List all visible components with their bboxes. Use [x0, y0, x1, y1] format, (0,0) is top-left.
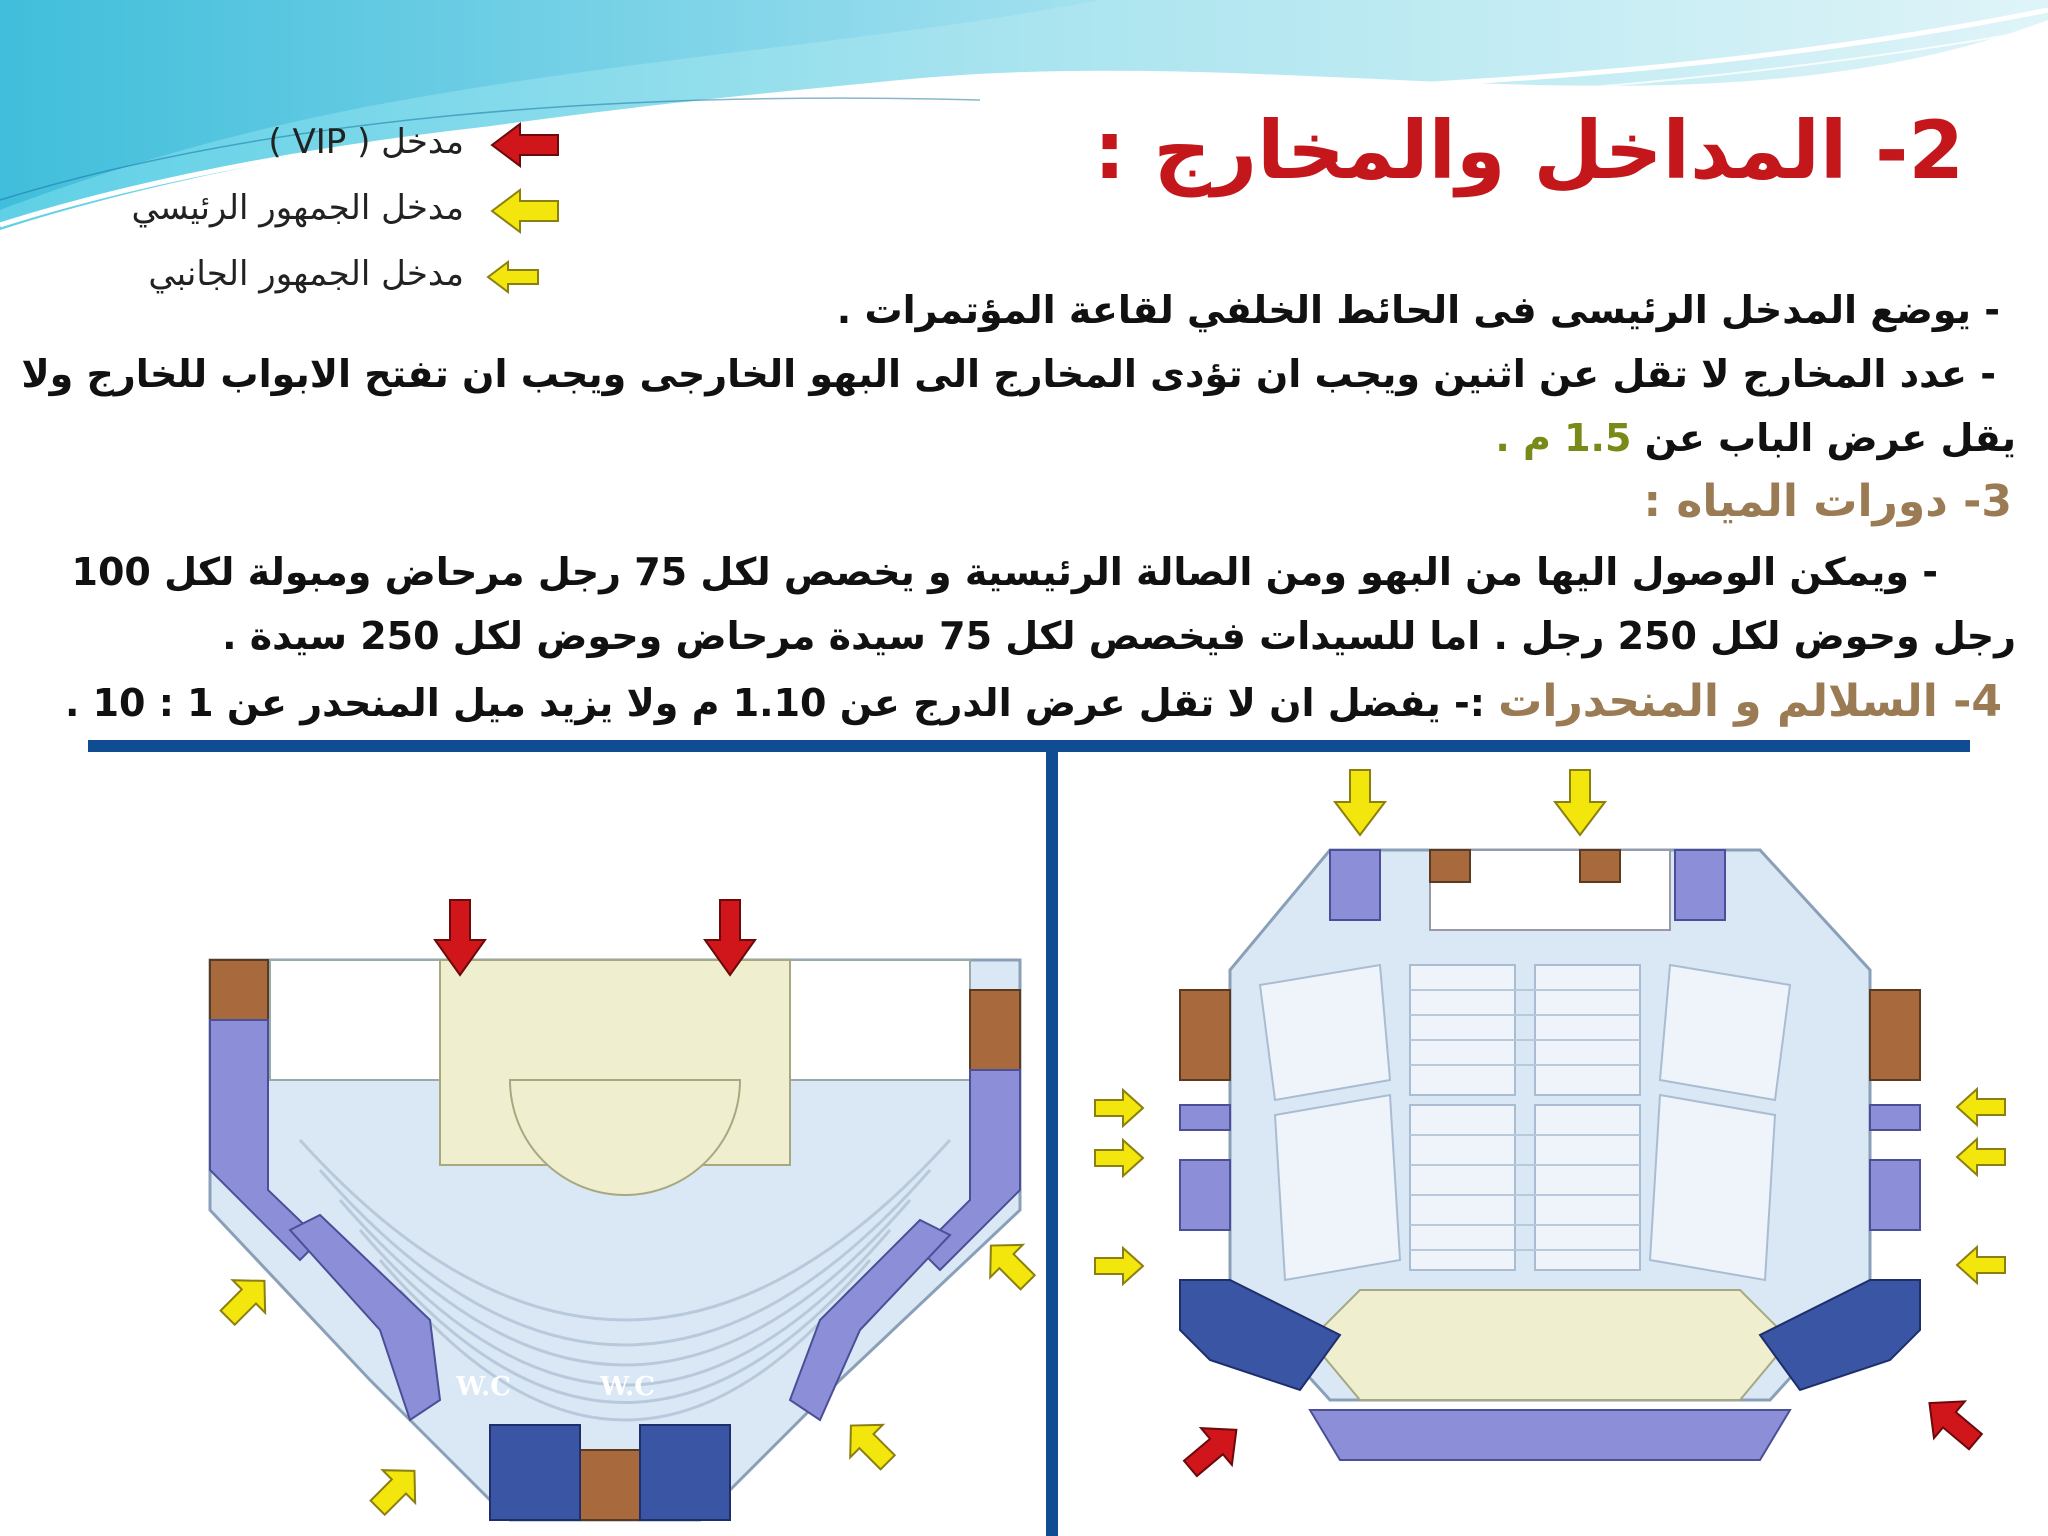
paragraph-exits-line1: - عدد المخارج لا تقل عن اثنين ويجب ان تؤدى المخارج الى البهو الخارجى ويجب ان تفتح الابواب للخارج ولا	[21, 352, 1996, 396]
plan-right-stair-right	[1870, 990, 1920, 1080]
plan-right-room-left-1	[1180, 1105, 1230, 1130]
heading-stairs-ramps: 4- السلالم و المنحدرات	[1498, 676, 2002, 727]
paragraph-toilets-line1: - ويمكن الوصول اليها من البهو ومن الصالة الرئيسية و يخصص لكل 75 رجل مرحاض ومبولة لكل 100	[71, 550, 1938, 594]
small-yellow-arrow-icon	[1095, 1140, 1143, 1176]
yellow-arrow-icon	[835, 1409, 904, 1478]
plan-right-room-right-1	[1870, 1105, 1920, 1130]
plan-left-stair-right	[970, 990, 1020, 1070]
yellow-arrow-icon	[490, 188, 560, 234]
legend-label-side-public: مدخل الجمهور الجانبي	[148, 254, 464, 294]
stairs-ramps-text: :- يفضل ان لا تقل عرض الدرج عن 1.10 م ولا يزيد ميل المنحدر عن 1 : 10 .	[64, 681, 1499, 725]
paragraph-main-entrance: - يوضع المدخل الرئيسى فى الحائط الخلفي لقاعة المؤتمرات .	[836, 288, 2000, 332]
exits-line2-start: يقل عرض الباب عن	[1631, 416, 2016, 460]
small-yellow-arrow-icon	[1957, 1089, 2005, 1125]
red-arrow-icon	[490, 122, 560, 168]
legend-item-main-public	[40, 184, 560, 240]
heading-toilets: 3- دورات المياه :	[1643, 476, 2012, 527]
wc-label-left: W.C	[456, 1372, 511, 1402]
plan-right-stair-top-left	[1430, 850, 1470, 882]
horizontal-divider	[88, 740, 1970, 752]
plan-right-room-top-right	[1675, 850, 1725, 920]
small-yellow-arrow-icon	[1095, 1248, 1143, 1284]
plan-right-stair-top-right	[1580, 850, 1620, 882]
legend-label-main-public: مدخل الجمهور الرئيسي	[131, 188, 464, 228]
red-arrow-icon	[1914, 1385, 1991, 1460]
small-yellow-arrow-icon	[482, 254, 552, 300]
plan-right-backstage	[1310, 1410, 1790, 1460]
plan-right-room-top-left	[1330, 850, 1380, 920]
yellow-arrow-icon	[1335, 770, 1385, 835]
floor-plan-right	[1080, 760, 2020, 1480]
small-yellow-arrow-icon	[1957, 1139, 2005, 1175]
plan-left-wc-left	[490, 1425, 580, 1520]
yellow-arrow-icon	[361, 1455, 430, 1524]
small-yellow-arrow-icon	[1095, 1090, 1143, 1126]
exits-line2-end: م .	[1495, 416, 1565, 460]
vertical-divider	[1046, 752, 1058, 1536]
plan-left-wc-right	[640, 1425, 730, 1520]
plan-right-stair-left	[1180, 990, 1230, 1080]
plan-right-room-right-2	[1870, 1160, 1920, 1230]
legend-label-vip: مدخل ( VIP )	[268, 122, 464, 162]
plan-right-stage	[1310, 1290, 1790, 1400]
paragraph-toilets-line2: رجل وحوض لكل 250 رجل . اما للسيدات فيخصص لكل 75 سيدة مرحاض وحوض لكل 250 سيدة .	[222, 614, 2016, 658]
floor-plan-left	[180, 880, 1040, 1530]
paragraph-exits-line2	[1495, 416, 2016, 460]
paragraph-stairs-ramps	[65, 676, 2002, 727]
yellow-arrow-icon	[1555, 770, 1605, 835]
plan-left-stair-left	[210, 960, 268, 1020]
legend-item-side-public	[40, 250, 560, 306]
red-arrow-icon	[1175, 1411, 1252, 1480]
slide-title: 2- المداخل والمخارج :	[1093, 104, 1964, 197]
door-width-value: 1.5	[1564, 416, 1632, 460]
wc-label-right: W.C	[600, 1372, 655, 1402]
legend-item-vip	[40, 118, 560, 174]
plan-right-room-left-2	[1180, 1160, 1230, 1230]
small-yellow-arrow-icon	[1957, 1247, 2005, 1283]
plan-left-stair-bottom	[580, 1450, 640, 1520]
